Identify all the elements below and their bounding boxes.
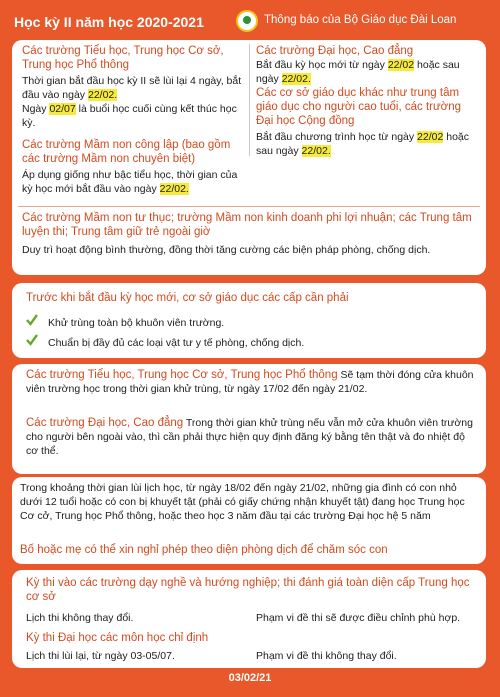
university-text: Bắt đầu kỳ học mới từ ngày 22/02 hoặc sau ngày 22/02. [256, 59, 460, 85]
column-divider [249, 44, 250, 156]
public-kindergarten-heading: Các trường Mầm non công lập (bao gồm các trường Mầm non chuyên biệt) [22, 139, 231, 165]
public-kindergarten-text: Áp dụng giống như bậc tiểu học, thời gian của kỳ học mới bắt đầu vào ngày 22/02. [22, 169, 238, 195]
primary-secondary-text: Thời gian bắt đầu học kỳ II sẽ lùi lại 4 ngày, bắt đầu vào ngày 22/02. Ngày 02/07 là buổi học cuối cùng kết thúc học kỳ. [22, 75, 242, 129]
parental-leave-text: Trong khoảng thời gian lùi lịch học, từ ngày 18/02 đến ngày 21/02, những gia đình có con nhỏ dưới 12 tuổi hoặc có con bị khuyết tật (phải có giấy chứng nhận khuyết tật) đang học Trung học Cơ cở, Trung học Phổ thông, hoặc theo học 3 năm đầu tại các trường Đại học hệ 5 năm [20, 482, 465, 522]
other-institutions-text: Bắt đầu chương trình học từ ngày 22/02 hoặc sau ngày 22/02. [256, 131, 470, 157]
primary-secondary-heading: Các trường Tiểu học, Trung học Cơ sở, Trung học Phổ thông [22, 45, 224, 71]
semester-start-card [12, 40, 486, 275]
parental-leave-heading: Bố hoặc mẹ có thể xin nghỉ phép theo diện phòng dịch để chăm sóc con [20, 544, 388, 556]
ministry-logo-icon [236, 10, 258, 32]
parental-leave-card [12, 477, 486, 564]
other-institutions-heading: Các cơ sở giáo dục khác như trung tâm giáo dục cho người cao tuổi, các trường Đại học Cộng đồng [256, 87, 462, 127]
private-kindergarten-text: Duy trì hoạt động bình thường, đồng thời tăng cường các biện pháp phòng, chống dịch. [22, 244, 431, 256]
vocational-exam-schedule: Lịch thi không thay đổi. [26, 612, 134, 624]
preparation-card [12, 283, 486, 358]
vocational-exam-scope: Phạm vi đề thi sẽ được điều chỉnh phù hợp. [256, 612, 461, 624]
page-title: Học kỳ II năm học 2020-2021 [14, 14, 204, 30]
check-icon [26, 334, 38, 346]
private-kindergarten-heading: Các trường Mầm non tư thục; trường Mầm non kinh doanh phi lợi nhuận; các Trung tâm luyện thi; Trung tâm giữ trẻ ngoài giờ [22, 212, 472, 238]
preparation-item: Chuẩn bị đầy đủ các loại vật tư y tế phòng, chống dịch. [48, 337, 305, 349]
university-exam-schedule: Lịch thi lùi lại, từ ngày 03-05/07. [26, 650, 175, 662]
section-divider [18, 206, 480, 207]
footer-date: 03/02/21 [228, 672, 272, 684]
university-exam-heading: Kỳ thi Đại học các môn học chỉ định [26, 632, 209, 644]
school-closure-paragraph: Các trường Tiểu học, Trung học Cơ sở, Trung học Phổ thông Sẽ tạm thời đóng cửa khuôn viên trường học trong thời gian khử trùng, từ ngày 17/02 đến ngày 21/02. [26, 369, 474, 395]
university-exam-scope: Phạm vi đề thi không thay đổi. [256, 650, 397, 662]
disinfection-card [12, 364, 486, 474]
exams-card [12, 570, 486, 668]
preparation-heading: Trước khi bắt đầu kỳ học mới, cơ sở giáo dục các cấp cần phải [26, 292, 349, 304]
check-icon [26, 314, 38, 326]
preparation-item: Khử trùng toàn bộ khuôn viên trường. [48, 317, 225, 329]
source-label: Thông báo của Bộ Giáo dục Đài Loan [264, 14, 457, 26]
vocational-exam-heading: Kỳ thi vào các trường dạy nghề và hướng nghiệp; thi đánh giá toàn diện cấp Trung học cơ sở [26, 577, 470, 603]
header [0, 0, 500, 40]
university-registration-paragraph: Các trường Đại học, Cao đẳng Trong thời gian khử trùng nếu vẫn mở cửa khuôn viên trường cho người bên ngoài vào, thì cần phải thực hiện quy định đăng ký bằng tên thật và đo nhiệt độ cơ thể. [26, 417, 473, 457]
university-heading: Các trường Đại học, Cao đẳng [256, 45, 414, 57]
